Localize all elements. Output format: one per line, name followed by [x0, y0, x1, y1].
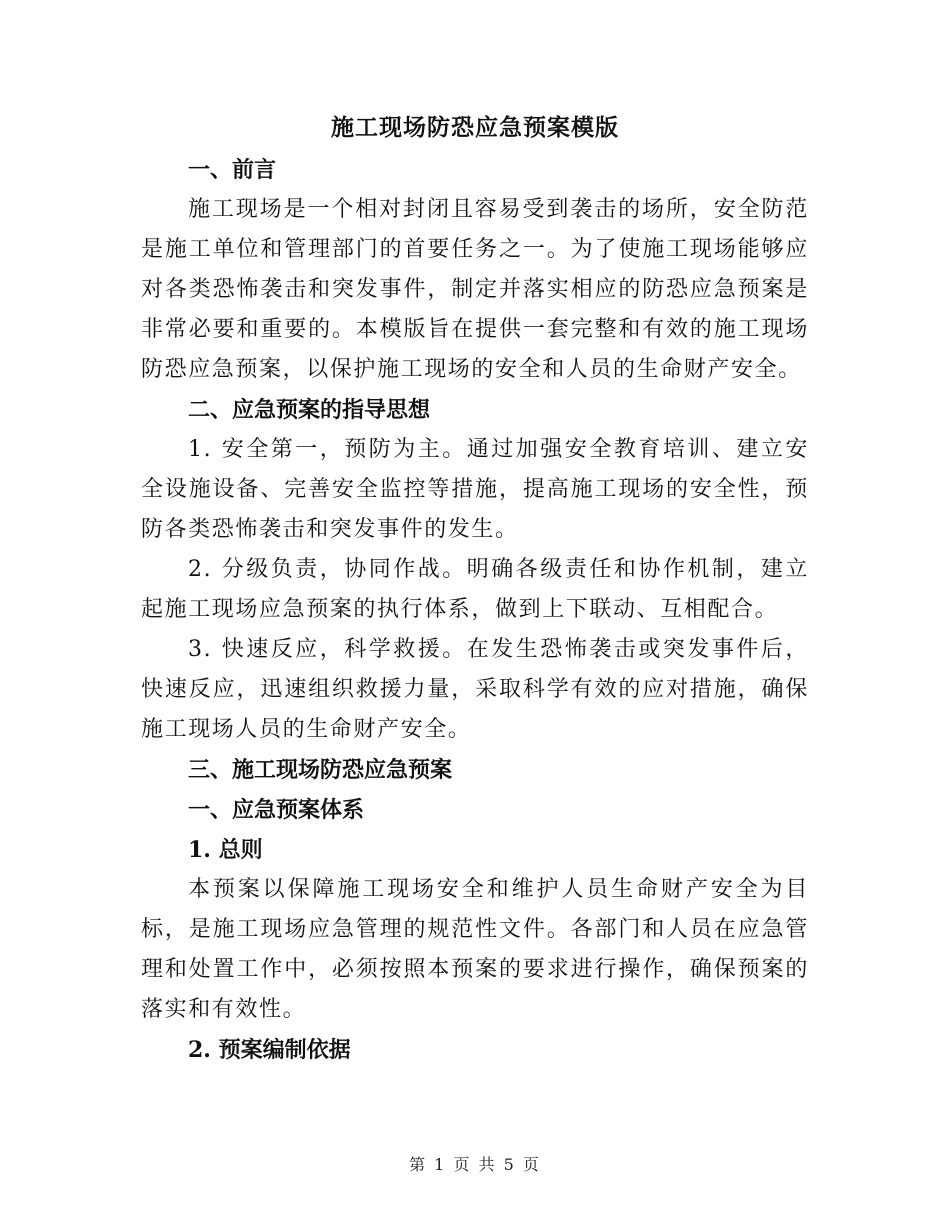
paragraph-general-rules: 本预案以保障施工现场安全和维护人员生命财产安全为目标，是施工现场应急管理的规范性文件。各部门和人员在应急管理和处置工作中，必须按照本预案的要求进行操作，确保预案的落实和有效性。	[141, 877, 809, 1022]
heading-site-plan: 三、施工现场防恐应急预案	[188, 757, 453, 783]
paragraph-principle-1: 1. 安全第一，预防为主。通过加强安全教育培训、建立安全设施设备、完善安全监控等措施，提高施工现场的安全性，预防各类恐怖袭击和突发事件的发生。	[141, 437, 809, 542]
page-footer: 第 1 页 共 5 页	[409, 1155, 541, 1174]
heading-preface: 一、前言	[188, 157, 277, 183]
paragraph-preface: 施工现场是一个相对封闭且容易受到袭击的场所，安全防范是施工单位和管理部门的首要任务之一。为了使施工现场能够应对各类恐怖袭击和突发事件，制定并落实相应的防恐应急预案是非常必要和重要的。本模版旨在提供一套完整和有效的施工现场防恐应急预案，以保护施工现场的安全和人员的生命财产安全。	[141, 197, 809, 382]
heading-general-rules: 1. 总则	[188, 837, 263, 863]
document-title: 施工现场防恐应急预案模版	[331, 114, 619, 141]
heading-guiding-principles: 二、应急预案的指导思想	[188, 397, 431, 423]
document-body	[141, 150, 809, 1070]
paragraph-principle-3: 3. 快速反应，科学救援。在发生恐怖袭击或突发事件后，快速反应，迅速组织救援力量，采取科学有效的应对措施，确保施工现场人员的生命财产安全。	[141, 637, 809, 742]
heading-plan-system: 一、应急预案体系	[188, 797, 365, 823]
paragraph-principle-2: 2. 分级负责，协同作战。明确各级责任和协作机制，建立起施工现场应急预案的执行体系，做到上下联动、互相配合。	[141, 557, 809, 622]
heading-compilation-basis: 2. 预案编制依据	[188, 1037, 351, 1063]
